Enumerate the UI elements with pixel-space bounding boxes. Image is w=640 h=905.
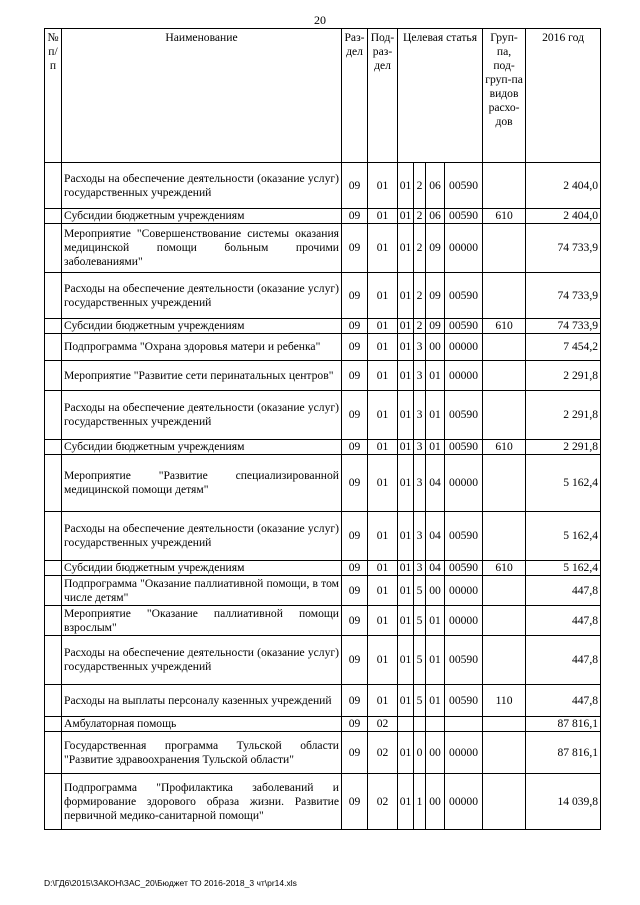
cell-sum: 74 733,9 <box>526 319 601 334</box>
cell-code-c: 01 <box>426 440 445 455</box>
cell-code-d: 00590 <box>445 163 483 209</box>
cell-name: Мероприятие "Развитие сети перинатальных центров" <box>62 361 342 391</box>
cell-code-d: 00000 <box>445 334 483 361</box>
table-row <box>45 361 601 391</box>
cell-code-a <box>398 717 414 732</box>
cell-code-b: 5 <box>414 636 426 685</box>
cell-code-b: 5 <box>414 576 426 606</box>
cell-num <box>45 606 62 636</box>
cell-code-c: 06 <box>426 209 445 224</box>
cell-code-d: 00000 <box>445 576 483 606</box>
cell-razdel: 09 <box>342 224 368 273</box>
cell-code-c: 00 <box>426 576 445 606</box>
cell-name: Мероприятие "Оказание паллиативной помощи взрослым" <box>62 606 342 636</box>
cell-num <box>45 685 62 717</box>
cell-podrazdel: 01 <box>368 606 398 636</box>
cell-sum: 5 162,4 <box>526 455 601 512</box>
cell-podrazdel: 01 <box>368 512 398 561</box>
table-row <box>45 717 601 732</box>
budget-table <box>44 28 601 830</box>
header-podrazdel: Под-раз-дел <box>368 29 398 163</box>
cell-razdel: 09 <box>342 273 368 319</box>
cell-group <box>483 334 526 361</box>
cell-podrazdel: 01 <box>368 334 398 361</box>
cell-razdel: 09 <box>342 561 368 576</box>
cell-sum: 5 162,4 <box>526 512 601 561</box>
cell-code-b: 3 <box>414 455 426 512</box>
cell-code-c: 09 <box>426 273 445 319</box>
cell-code-b: 3 <box>414 440 426 455</box>
cell-razdel: 09 <box>342 512 368 561</box>
table-row <box>45 455 601 512</box>
cell-code-a: 01 <box>398 732 414 774</box>
cell-code-d: 00000 <box>445 732 483 774</box>
cell-sum: 447,8 <box>526 685 601 717</box>
table-row <box>45 732 601 774</box>
cell-group: 610 <box>483 209 526 224</box>
cell-code-a: 01 <box>398 561 414 576</box>
cell-code-d: 00590 <box>445 685 483 717</box>
cell-podrazdel: 01 <box>368 636 398 685</box>
cell-name: Амбулаторная помощь <box>62 717 342 732</box>
cell-group <box>483 273 526 319</box>
cell-code-d <box>445 717 483 732</box>
cell-name: Подпрограмма "Профилактика заболеваний и формирование здорового образа жизни. Развитие первичной медико-санитарной помощи" <box>62 774 342 830</box>
cell-podrazdel: 01 <box>368 455 398 512</box>
table-row <box>45 774 601 830</box>
cell-num <box>45 224 62 273</box>
cell-code-b: 5 <box>414 685 426 717</box>
table-row <box>45 209 601 224</box>
cell-podrazdel: 01 <box>368 209 398 224</box>
table-row <box>45 163 601 209</box>
cell-sum: 87 816,1 <box>526 732 601 774</box>
cell-sum: 74 733,9 <box>526 224 601 273</box>
cell-num <box>45 391 62 440</box>
cell-name: Расходы на выплаты персоналу казенных учреждений <box>62 685 342 717</box>
cell-num <box>45 334 62 361</box>
cell-sum: 74 733,9 <box>526 273 601 319</box>
table-row <box>45 561 601 576</box>
table-row <box>45 576 601 606</box>
cell-code-b: 2 <box>414 209 426 224</box>
cell-code-a: 01 <box>398 361 414 391</box>
cell-name: Подпрограмма "Оказание паллиативной помощи, в том числе детям" <box>62 576 342 606</box>
cell-code-a: 01 <box>398 163 414 209</box>
cell-code-c: 00 <box>426 732 445 774</box>
cell-name: Расходы на обеспечение деятельности (оказание услуг) государственных учреждений <box>62 273 342 319</box>
cell-group <box>483 606 526 636</box>
cell-code-d: 00000 <box>445 361 483 391</box>
cell-group: 110 <box>483 685 526 717</box>
cell-code-c: 00 <box>426 334 445 361</box>
cell-group: 610 <box>483 561 526 576</box>
table-row <box>45 319 601 334</box>
cell-razdel: 09 <box>342 636 368 685</box>
cell-razdel: 09 <box>342 334 368 361</box>
cell-code-c: 04 <box>426 512 445 561</box>
cell-num <box>45 273 62 319</box>
header-group: Груп-па, под-груп-па видов расхо-дов <box>483 29 526 163</box>
cell-code-c: 01 <box>426 361 445 391</box>
cell-name: Мероприятие "Развитие специализированной медицинской помощи детям" <box>62 455 342 512</box>
cell-sum: 87 816,1 <box>526 717 601 732</box>
cell-code-a: 01 <box>398 774 414 830</box>
cell-name: Мероприятие "Совершенствование системы оказания медицинской помощи больным прочими заболеваниями" <box>62 224 342 273</box>
cell-podrazdel: 01 <box>368 561 398 576</box>
cell-podrazdel: 01 <box>368 440 398 455</box>
cell-code-c: 09 <box>426 319 445 334</box>
cell-code-b: 2 <box>414 319 426 334</box>
cell-podrazdel: 01 <box>368 576 398 606</box>
cell-group <box>483 717 526 732</box>
cell-code-c: 01 <box>426 606 445 636</box>
cell-code-a: 01 <box>398 273 414 319</box>
cell-podrazdel: 01 <box>368 391 398 440</box>
cell-num <box>45 361 62 391</box>
cell-sum: 2 291,8 <box>526 361 601 391</box>
cell-razdel: 09 <box>342 440 368 455</box>
cell-code-a: 01 <box>398 636 414 685</box>
cell-code-b: 3 <box>414 361 426 391</box>
cell-code-c <box>426 717 445 732</box>
cell-razdel: 09 <box>342 717 368 732</box>
cell-num <box>45 561 62 576</box>
cell-razdel: 09 <box>342 606 368 636</box>
cell-razdel: 09 <box>342 732 368 774</box>
cell-code-a: 01 <box>398 606 414 636</box>
cell-group: 610 <box>483 319 526 334</box>
cell-code-d: 00590 <box>445 319 483 334</box>
page-number: 20 <box>314 13 326 27</box>
cell-code-c: 04 <box>426 455 445 512</box>
cell-code-b: 2 <box>414 163 426 209</box>
header-year: 2016 год <box>526 29 601 163</box>
cell-podrazdel: 01 <box>368 361 398 391</box>
cell-sum: 2 404,0 <box>526 163 601 209</box>
cell-num <box>45 163 62 209</box>
cell-sum: 447,8 <box>526 606 601 636</box>
cell-razdel: 09 <box>342 163 368 209</box>
cell-code-a: 01 <box>398 319 414 334</box>
header-name: Наименование <box>62 29 342 163</box>
cell-num <box>45 455 62 512</box>
cell-code-b: 2 <box>414 224 426 273</box>
cell-code-c: 09 <box>426 224 445 273</box>
cell-name: Субсидии бюджетным учреждениям <box>62 561 342 576</box>
cell-name: Расходы на обеспечение деятельности (оказание услуг) государственных учреждений <box>62 636 342 685</box>
cell-code-c: 01 <box>426 391 445 440</box>
table-row <box>45 334 601 361</box>
cell-group: 610 <box>483 440 526 455</box>
cell-num <box>45 717 62 732</box>
cell-code-c: 01 <box>426 685 445 717</box>
cell-code-c: 01 <box>426 636 445 685</box>
cell-group <box>483 391 526 440</box>
cell-code-b: 5 <box>414 606 426 636</box>
cell-name: Расходы на обеспечение деятельности (оказание услуг) государственных учреждений <box>62 163 342 209</box>
cell-group <box>483 163 526 209</box>
cell-sum: 2 404,0 <box>526 209 601 224</box>
cell-code-b: 2 <box>414 273 426 319</box>
cell-code-a: 01 <box>398 391 414 440</box>
cell-sum: 447,8 <box>526 636 601 685</box>
cell-code-d: 00000 <box>445 606 483 636</box>
cell-code-a: 01 <box>398 224 414 273</box>
cell-name: Государственная программа Тульской области "Развитие здравоохранения Тульской области" <box>62 732 342 774</box>
cell-code-c: 04 <box>426 561 445 576</box>
cell-podrazdel: 02 <box>368 774 398 830</box>
cell-num <box>45 440 62 455</box>
table-header <box>45 29 601 163</box>
cell-sum: 2 291,8 <box>526 391 601 440</box>
cell-num <box>45 512 62 561</box>
file-path-footer: D:\ГД6\2015\ЗАКОН\ЗАС_20\Бюджет ТО 2016-2018_3 чт\pr14.xls <box>44 878 297 888</box>
cell-code-c: 06 <box>426 163 445 209</box>
header-num: № п/п <box>45 29 62 163</box>
cell-code-a: 01 <box>398 334 414 361</box>
cell-group <box>483 224 526 273</box>
cell-razdel: 09 <box>342 685 368 717</box>
cell-podrazdel: 01 <box>368 319 398 334</box>
table-row <box>45 636 601 685</box>
cell-sum: 7 454,2 <box>526 334 601 361</box>
cell-podrazdel: 02 <box>368 732 398 774</box>
cell-num <box>45 774 62 830</box>
cell-sum: 14 039,8 <box>526 774 601 830</box>
table-row <box>45 440 601 455</box>
cell-num <box>45 576 62 606</box>
cell-code-b: 3 <box>414 512 426 561</box>
cell-code-a: 01 <box>398 685 414 717</box>
cell-group <box>483 512 526 561</box>
cell-code-b: 1 <box>414 774 426 830</box>
cell-group <box>483 774 526 830</box>
cell-code-a: 01 <box>398 455 414 512</box>
cell-name: Подпрограмма "Охрана здоровья матери и ребенка" <box>62 334 342 361</box>
cell-code-b: 3 <box>414 391 426 440</box>
cell-razdel: 09 <box>342 455 368 512</box>
cell-name: Расходы на обеспечение деятельности (оказание услуг) государственных учреждений <box>62 391 342 440</box>
cell-code-a: 01 <box>398 512 414 561</box>
cell-razdel: 09 <box>342 391 368 440</box>
cell-num <box>45 636 62 685</box>
cell-num <box>45 732 62 774</box>
cell-sum: 2 291,8 <box>526 440 601 455</box>
cell-name: Субсидии бюджетным учреждениям <box>62 440 342 455</box>
cell-name: Субсидии бюджетным учреждениям <box>62 209 342 224</box>
cell-razdel: 09 <box>342 209 368 224</box>
cell-group <box>483 361 526 391</box>
table-row <box>45 391 601 440</box>
cell-code-a: 01 <box>398 440 414 455</box>
cell-code-d: 00590 <box>445 512 483 561</box>
cell-code-d: 00590 <box>445 209 483 224</box>
cell-sum: 5 162,4 <box>526 561 601 576</box>
cell-code-d: 00000 <box>445 455 483 512</box>
cell-podrazdel: 01 <box>368 224 398 273</box>
cell-num <box>45 319 62 334</box>
cell-code-a: 01 <box>398 209 414 224</box>
cell-code-d: 00590 <box>445 273 483 319</box>
cell-code-b <box>414 717 426 732</box>
cell-num <box>45 209 62 224</box>
table-row <box>45 273 601 319</box>
cell-name: Расходы на обеспечение деятельности (оказание услуг) государственных учреждений <box>62 512 342 561</box>
cell-razdel: 09 <box>342 774 368 830</box>
cell-group <box>483 636 526 685</box>
table-row <box>45 224 601 273</box>
cell-code-d: 00590 <box>445 636 483 685</box>
cell-code-a: 01 <box>398 576 414 606</box>
cell-sum: 447,8 <box>526 576 601 606</box>
cell-podrazdel: 01 <box>368 685 398 717</box>
table-row <box>45 512 601 561</box>
cell-code-b: 0 <box>414 732 426 774</box>
cell-code-d: 00590 <box>445 440 483 455</box>
cell-code-d: 00000 <box>445 224 483 273</box>
cell-code-b: 3 <box>414 561 426 576</box>
cell-code-b: 3 <box>414 334 426 361</box>
cell-razdel: 09 <box>342 361 368 391</box>
header-razdel: Раз-дел <box>342 29 368 163</box>
cell-code-d: 00590 <box>445 391 483 440</box>
cell-code-d: 00590 <box>445 561 483 576</box>
cell-podrazdel: 02 <box>368 717 398 732</box>
cell-razdel: 09 <box>342 319 368 334</box>
table-row <box>45 685 601 717</box>
cell-razdel: 09 <box>342 576 368 606</box>
cell-code-d: 00000 <box>445 774 483 830</box>
cell-group <box>483 576 526 606</box>
cell-podrazdel: 01 <box>368 163 398 209</box>
cell-podrazdel: 01 <box>368 273 398 319</box>
cell-group <box>483 732 526 774</box>
cell-name: Субсидии бюджетным учреждениям <box>62 319 342 334</box>
header-target: Целевая статья <box>398 29 483 163</box>
cell-group <box>483 455 526 512</box>
table-row <box>45 606 601 636</box>
cell-code-c: 00 <box>426 774 445 830</box>
